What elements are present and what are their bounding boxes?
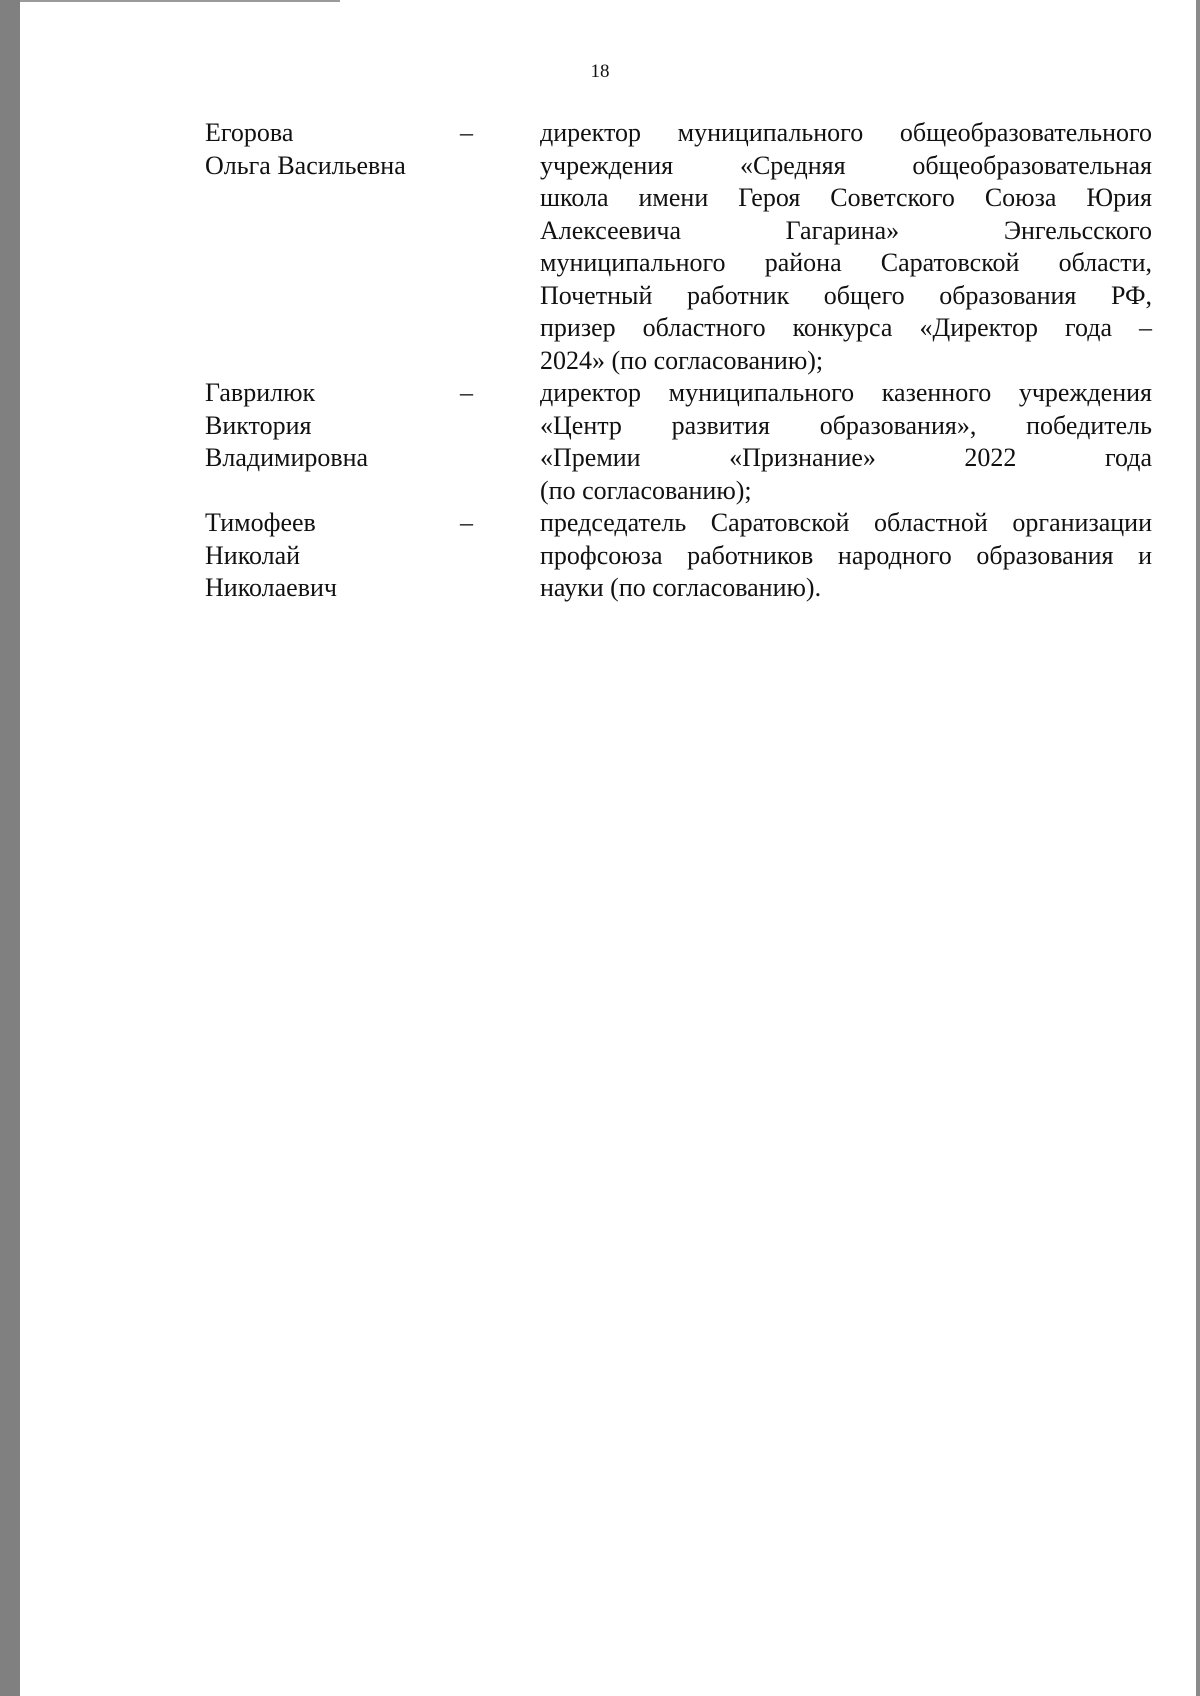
member-description-line: профсоюза работников народного образования и — [540, 540, 1152, 570]
member-dash: – — [460, 508, 473, 537]
member-name-line: Николай — [205, 540, 301, 570]
member-name-line: Егорова — [205, 118, 294, 147]
scan-top-artifact — [20, 0, 340, 2]
member-name-line: Гаврилюк — [205, 378, 316, 407]
member-description-line: (по согласованию); — [540, 475, 752, 505]
member-name-line: Владимировна — [205, 443, 369, 472]
member-description-line: Алексеевича Гагарина» Энгельсского — [540, 215, 1152, 245]
member-description-line: муниципального района Саратовской области, — [540, 248, 1152, 277]
member-description-line: председатель Саратовской областной организации — [540, 508, 1152, 537]
member-description-line: директор муниципального казенного учреждения — [540, 378, 1152, 407]
page-number: 18 — [590, 61, 610, 82]
member-description-line: Почетный работник общего образования РФ, — [540, 280, 1152, 310]
member-row-egorova — [205, 117, 1152, 377]
member-name-line: Ольга Васильевна — [205, 150, 406, 180]
member-description-line: 2024» (по согласованию); — [540, 345, 824, 375]
member-row-timofeev — [205, 507, 1152, 605]
member-name-line: Николаевич — [205, 573, 337, 602]
member-description-line: учреждения «Средняя общеобразовательная — [540, 150, 1152, 180]
member-description-line: школа имени Героя Советского Союза Юрия — [540, 183, 1152, 212]
member-description-line: «Премии «Признание» 2022 года — [540, 443, 1152, 472]
member-name-line: Тимофеев — [205, 508, 316, 537]
member-list — [205, 117, 1152, 605]
member-description-line: науки (по согласованию). — [540, 573, 822, 602]
member-description — [540, 377, 1152, 507]
member-description-line: «Центр развития образования», победитель — [540, 410, 1152, 440]
scan-right-edge — [1196, 0, 1200, 1696]
scan-left-edge — [0, 0, 20, 1696]
member-dash: – — [460, 378, 473, 407]
member-description — [540, 507, 1152, 605]
member-row-gavrilyuk — [205, 377, 1152, 507]
member-description — [540, 117, 1152, 377]
member-dash: – — [460, 118, 473, 147]
member-name-line: Виктория — [205, 410, 312, 440]
member-description-line: директор муниципального общеобразовательного — [540, 118, 1152, 147]
member-description-line: призер областного конкурса «Директор года – — [540, 313, 1152, 342]
